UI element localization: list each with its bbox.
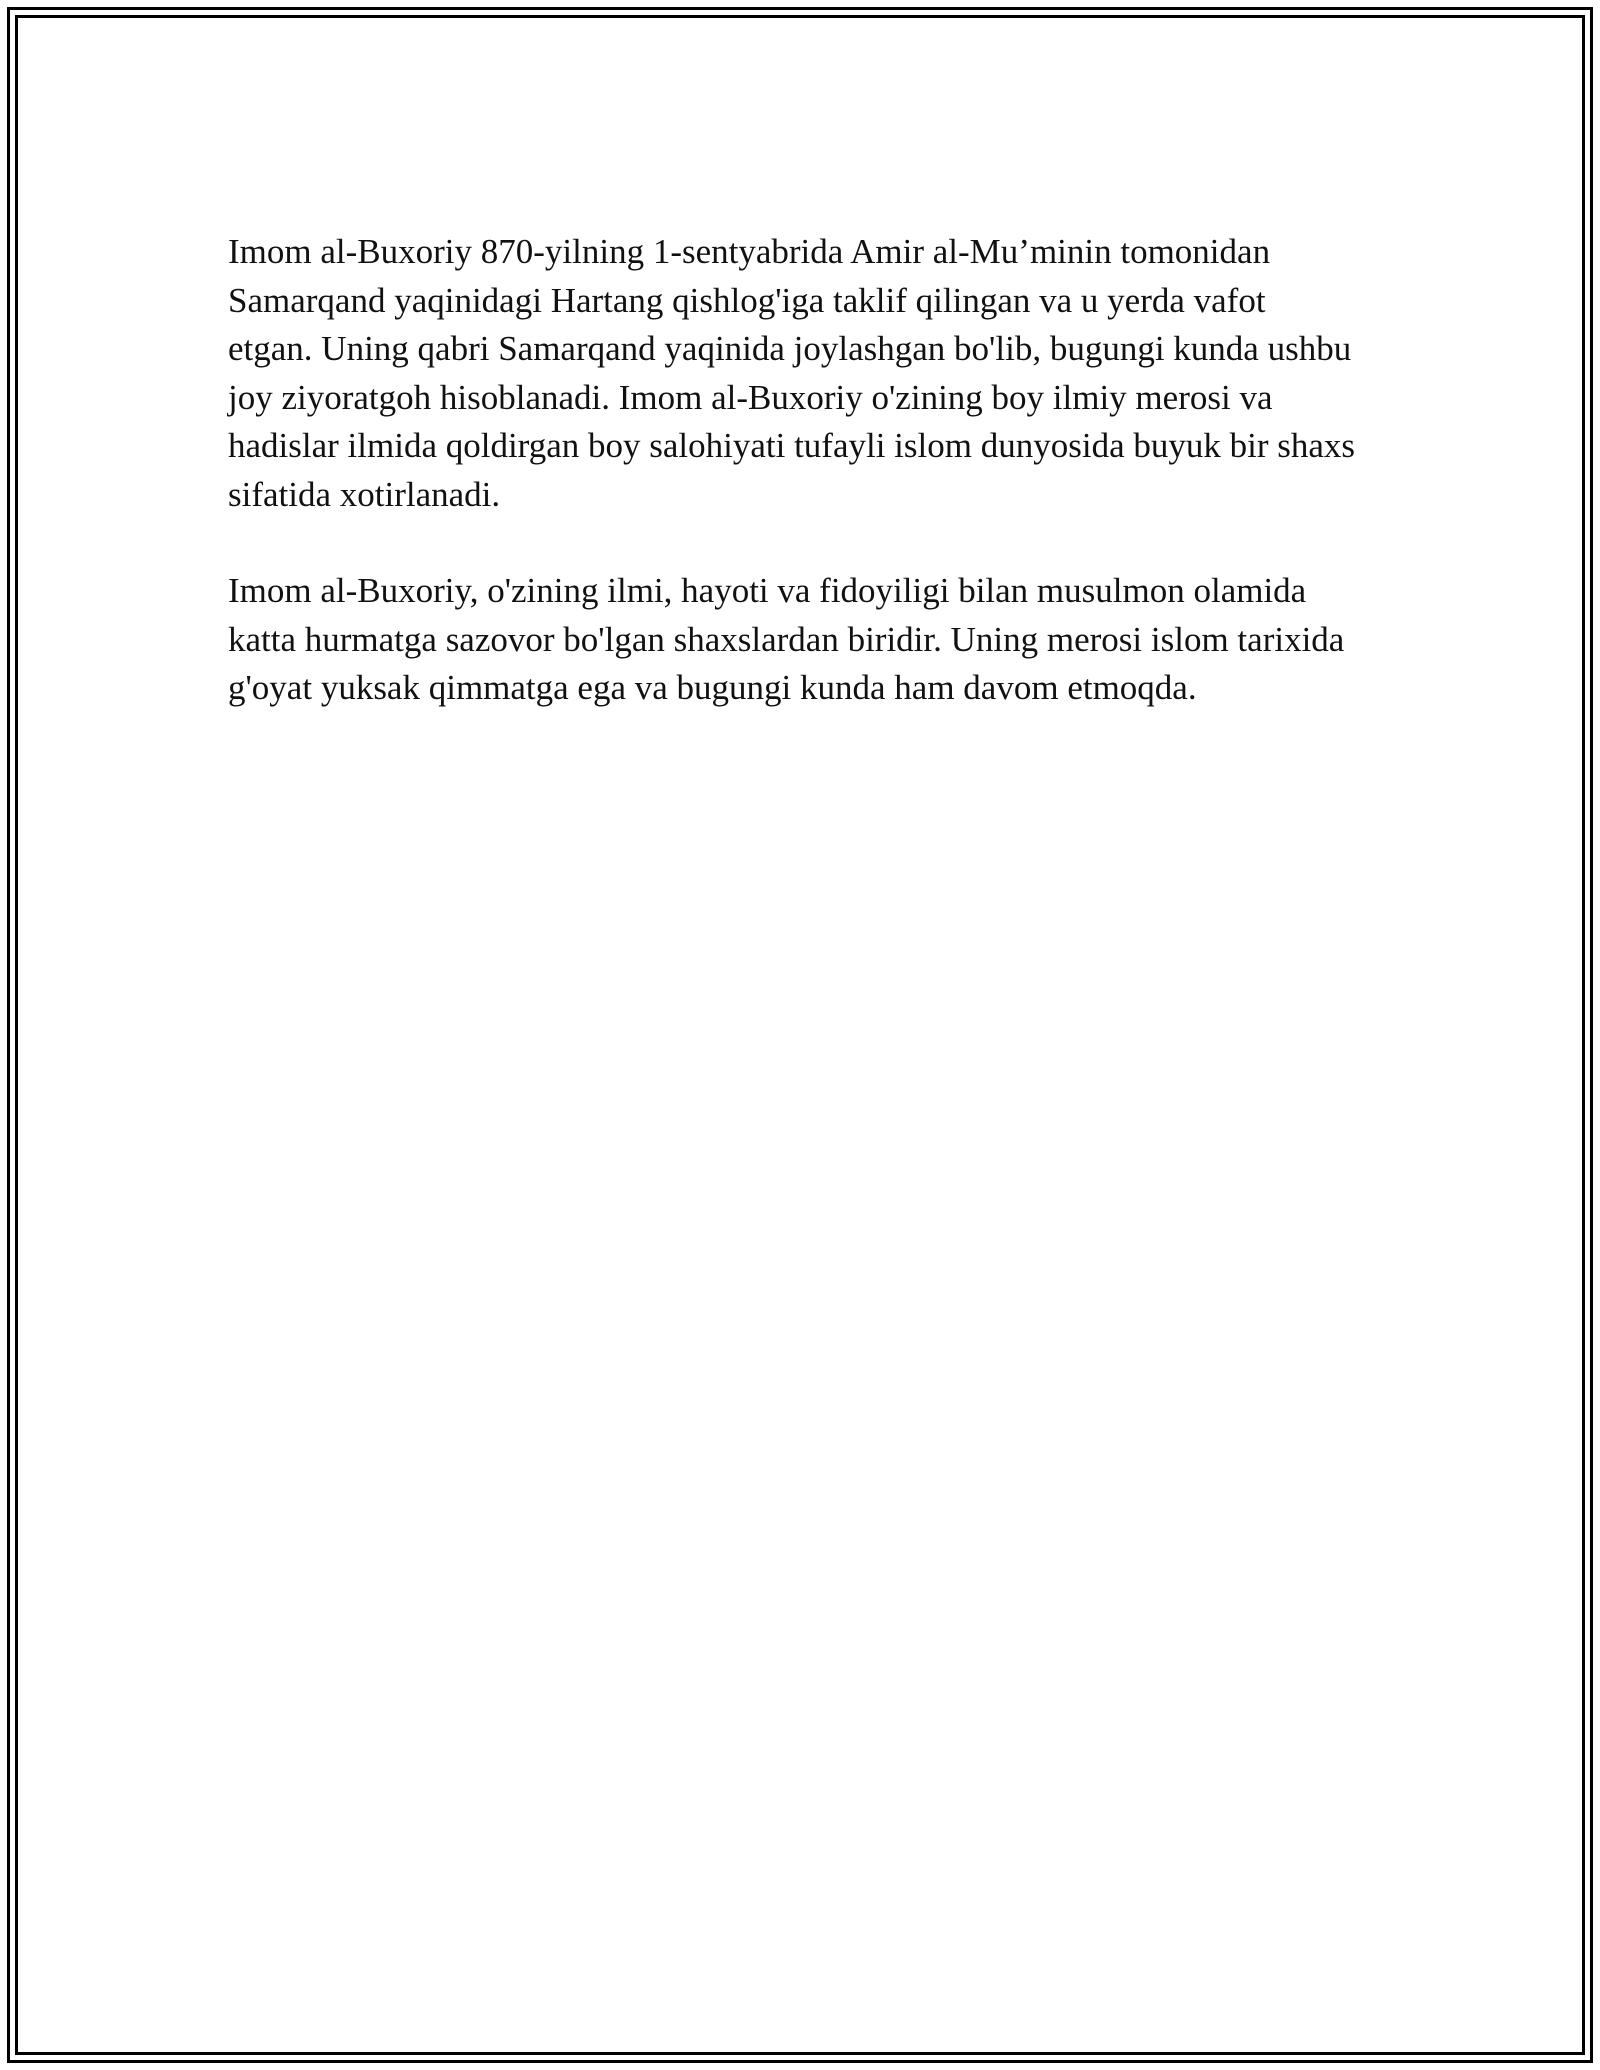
paragraph-2: Imom al-Buxoriy, o'zining ilmi, hayoti va fidoyiligi bilan musulmon olamida katta hurmatga sazovor bo'lgan shaxslardan biridir. Uning merosi islom tarixida g'oyat yuksak qimmatga ega va bugungi kunda ham davom etmoqda. bbox=[228, 571, 1345, 707]
document-body bbox=[228, 228, 1358, 761]
paragraph-1: Imom al-Buxoriy 870-yilning 1-sentyabrida Amir al-Mu’minin tomonidan Samarqand yaqinidagi Hartang qishlog'iga taklif qilingan va u yerda vafot etgan. Uning qabri Samarqand yaqinida joylashgan bo'lib, bugungi kunda ushbu joy ziyoratgoh hisoblanadi. Imom al-Buxoriy o'zining boy ilmiy merosi va hadislar ilmida qoldirgan boy salohiyati tufayli islom dunyosida buyuk bir shaxs sifatida xotirlanadi. bbox=[228, 232, 1356, 514]
